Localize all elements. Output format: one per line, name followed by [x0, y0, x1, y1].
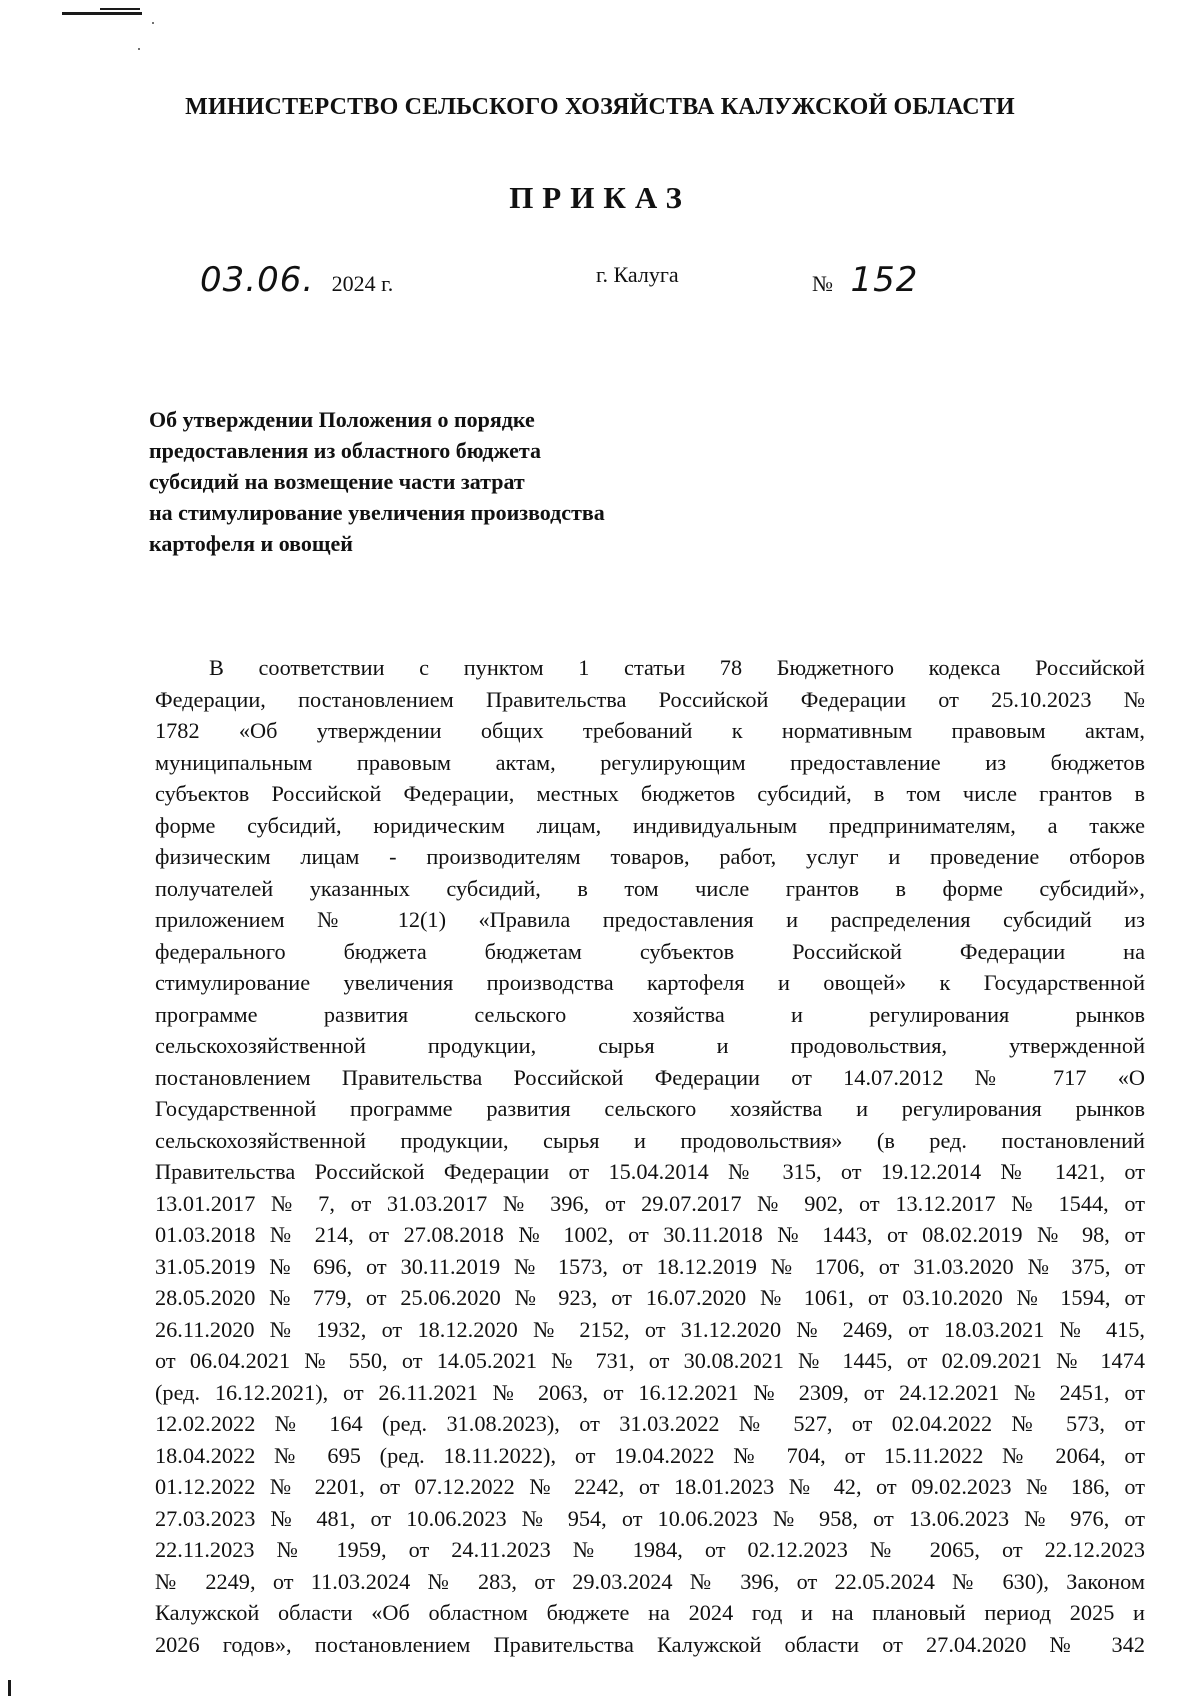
order-subject: [149, 404, 789, 559]
body-line: 01.03.2018 № 214, от 27.08.2018 № 1002, от 30.11.2018 № 1443, от 08.02.2019 № 98, от: [155, 1222, 1145, 1247]
body-line: от 06.04.2021 № 550, от 14.05.2021 № 731, от 30.08.2021 № 1445, от 02.09.2021 № 1474: [155, 1348, 1145, 1373]
body-line: 27.03.2023 № 481, от 10.06.2023 № 954, от 10.06.2023 № 958, от 13.06.2023 № 976, от: [155, 1505, 1145, 1531]
order-number: [812, 260, 918, 300]
body-line: 22.11.2023 № 1959, от 24.11.2023 № 1984, от 02.12.2023 № 2065, от 22.12.2023: [155, 1537, 1145, 1562]
order-city: г. Калуга: [596, 262, 679, 287]
body-line: 12.02.2022 № 164 (ред. 31.08.2023), от 31.03.2022 № 527, от 02.04.2022 № 573, от: [155, 1411, 1145, 1436]
body-line: 01.12.2022 № 2201, от 07.12.2022 № 2242, от 18.01.2023 № 42, от 09.02.2023 № 186, от: [155, 1474, 1145, 1499]
body-line: 1782 «Об утверждении общих требований к нормативным правовым актам,: [155, 718, 1145, 743]
ministry-heading: МИНИСТЕРСТВО СЕЛЬСКОГО ХОЗЯЙСТВА КАЛУЖСКОЙ ОБЛАСТИ: [185, 94, 1015, 120]
number-sign: №: [812, 271, 833, 296]
subject-line: предоставления из областного бюджета: [149, 438, 541, 463]
body-line: муниципальным правовым актам, регулирующим предоставление из бюджетов: [155, 749, 1145, 775]
body-line: сельскохозяйственной продукции, сырья и продовольствия, утвержденной: [155, 1033, 1145, 1058]
scan-artifact-top-left: [62, 12, 142, 15]
order-year: 2024 г.: [331, 271, 394, 296]
body-line: (ред. 16.12.2021), от 26.11.2021 № 2063, от 16.12.2021 № 2309, от 24.12.2021 № 2451, от: [155, 1379, 1145, 1405]
subject-line: Об утверждении Положения о порядке: [149, 407, 535, 432]
body-line: физическим лицам - производителям товаров, работ, услуг и проведение отборов: [155, 844, 1145, 869]
body-line: 18.04.2022 № 695 (ред. 18.11.2022), от 19.04.2022 № 704, от 15.11.2022 № 2064, от: [155, 1442, 1145, 1468]
body-line: форме субсидий, юридическим лицам, индивидуальным предпринимателям, а также: [155, 812, 1145, 838]
body-line: сельскохозяйственной продукции, сырья и продовольствия» (в ред. постановлений: [155, 1127, 1145, 1153]
body-line: субъектов Российской Федерации, местных бюджетов субсидий, в том числе грантов в: [155, 781, 1145, 806]
body-line: Калужской области «Об областном бюджете на 2024 год и на плановый период 2025 и: [155, 1600, 1145, 1625]
subject-line: субсидий на возмещение части затрат: [149, 469, 525, 494]
scan-artifact-top-left-2: [100, 8, 140, 10]
handwritten-number: 152: [850, 260, 919, 300]
body-line: 31.05.2019 № 696, от 30.11.2019 № 1573, от 18.12.2019 № 1706, от 31.03.2020 № 375, от: [155, 1253, 1145, 1279]
body-line: федерального бюджета бюджетам субъектов Российской Федерации на: [155, 938, 1145, 964]
body-line: постановлением Правительства Российской Федерации от 14.07.2012 № 717 «О: [155, 1064, 1145, 1090]
body-line: Государственной программе развития сельского хозяйства и регулирования рынков: [155, 1096, 1145, 1121]
scan-speck: [152, 22, 154, 24]
preamble-paragraph: [155, 652, 1145, 1660]
body-line: Правительства Российской Федерации от 15.04.2014 № 315, от 19.12.2014 № 1421, от: [155, 1159, 1145, 1184]
subject-line: на стимулирование увеличения производства: [149, 500, 605, 525]
document-type-title: ПРИКАЗ: [509, 180, 691, 215]
scan-speck: [138, 48, 140, 50]
body-line: № 2249, от 11.03.2024 № 283, от 29.03.2024 № 396, от 22.05.2024 № 630), Законом: [155, 1568, 1145, 1594]
handwritten-date: 03.06.: [200, 260, 315, 300]
body-line: В соответствии с пунктом 1 статьи 78 Бюджетного кодекса Российской: [209, 655, 1145, 680]
order-date: [200, 260, 393, 300]
body-line: получателей указанных субсидий, в том числе грантов в форме субсидий»,: [155, 875, 1145, 901]
body-line: 2026 годов», постановлением Правительства Калужской области от 27.04.2020 № 342: [155, 1631, 1145, 1657]
scan-artifact-bottom-left: [8, 1680, 11, 1696]
body-line: Федерации, постановлением Правительства Российской Федерации от 25.10.2023 №: [155, 686, 1145, 712]
body-line: стимулирование увеличения производства картофеля и овощей» к Государственной: [155, 970, 1145, 995]
subject-line: картофеля и овощей: [149, 531, 353, 556]
body-line: 26.11.2020 № 1932, от 18.12.2020 № 2152, от 31.12.2020 № 2469, от 18.03.2021 № 415,: [155, 1316, 1145, 1342]
body-line: 13.01.2017 № 7, от 31.03.2017 № 396, от 29.07.2017 № 902, от 13.12.2017 № 1544, от: [155, 1190, 1145, 1216]
body-line: приложением № 12(1) «Правила предоставления и распределения субсидий из: [155, 907, 1145, 932]
body-line: 28.05.2020 № 779, от 25.06.2020 № 923, от 16.07.2020 № 1061, от 03.10.2020 № 1594, от: [155, 1285, 1145, 1310]
body-line: программе развития сельского хозяйства и регулирования рынков: [155, 1001, 1145, 1027]
